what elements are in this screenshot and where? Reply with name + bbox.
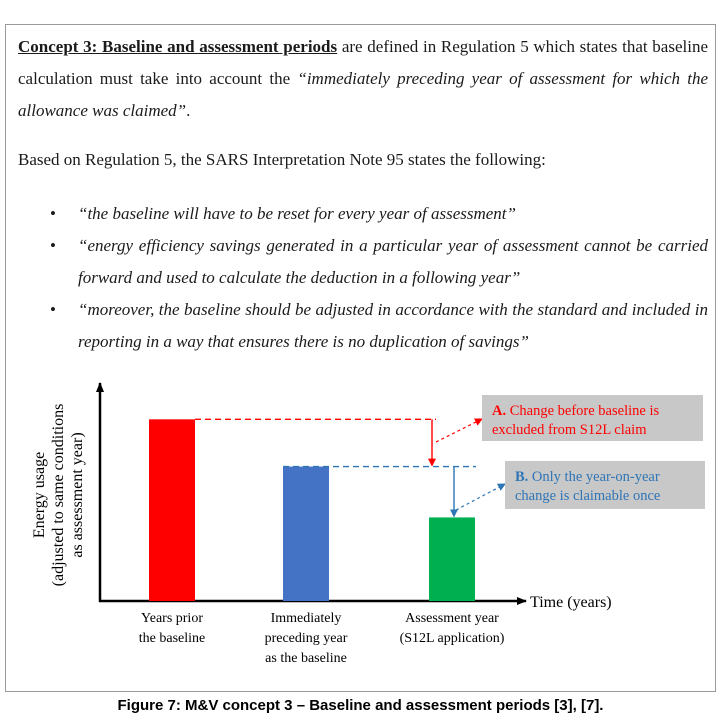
concept-paragraph — [18, 31, 708, 127]
bullet-icon: • — [50, 300, 56, 319]
baseline-chart — [18, 375, 708, 675]
list-item — [18, 198, 708, 230]
bullet-text: “moreover, the baseline should be adjusted in accordance with the standard and included in reporting in a way that ensures there is no duplication of savings” — [78, 300, 708, 351]
bar-preceding-year — [283, 467, 329, 601]
bullet-text: “energy efficiency savings generated in a particular year of assessment cannot be carried forward and used to calculate the deduction in a following year” — [78, 236, 708, 287]
bar-assessment-year — [429, 517, 475, 601]
category-label: Assessment year (S12L application) — [399, 611, 505, 646]
y-axis-label — [31, 404, 86, 587]
annotation-a-pointer — [436, 419, 482, 442]
bullet-list — [18, 198, 708, 358]
list-item — [18, 294, 708, 358]
bar-years-prior — [149, 419, 195, 601]
annotation-b-text: B. Only the year-on-year change is claimable once — [515, 469, 661, 504]
svg-text:Energy usage(adjusted to same: Energy usage (adjusted to same conditions as assessment year) — [31, 403, 86, 587]
annotation-a-text: A. Change before baseline is excluded from S12L claim — [492, 403, 660, 438]
category-label: Years prior the baseline — [138, 611, 206, 646]
concept-heading: Concept 3: Baseline and assessment periods — [18, 37, 338, 56]
concept-quote: “immediately preceding year of assessment for which the allowance was claimed” — [18, 69, 708, 120]
concept-end: . — [186, 101, 191, 120]
annotation-b-pointer — [456, 484, 505, 510]
regulation-paragraph: Based on Regulation 5, the SARS Interpretation Note 95 states the following: — [18, 150, 546, 169]
bullet-icon: • — [50, 204, 56, 223]
list-item — [18, 230, 708, 294]
concept-text: are defined in Regulation 5 which states that baseline calculation must take into account the — [18, 37, 709, 88]
bullet-text: “the baseline will have to be reset for every year of assessment” — [78, 204, 516, 223]
bullet-icon: • — [50, 236, 56, 255]
category-label: Immediately preceding year as the baseline — [264, 611, 348, 666]
figure-caption: Figure 7: M&V concept 3 – Baseline and assessment periods [3], [7]. — [117, 697, 604, 714]
x-axis-label: Time (years) — [530, 594, 612, 611]
